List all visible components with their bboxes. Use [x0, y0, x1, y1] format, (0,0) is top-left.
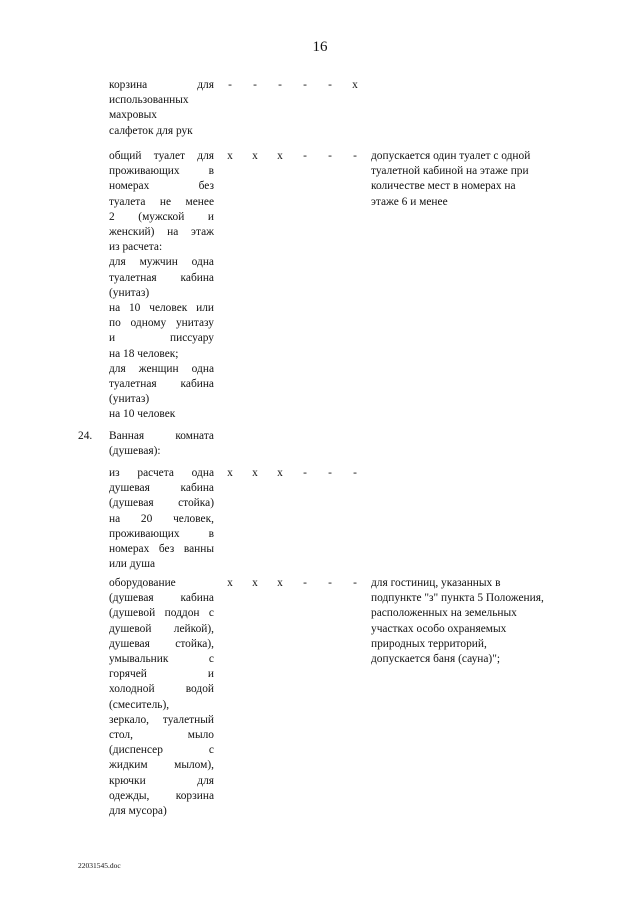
mark-cell: -	[253, 79, 257, 91]
row-description	[109, 576, 214, 819]
mark-cell: -	[328, 467, 332, 479]
description-line: горячей и	[109, 668, 214, 681]
description-line: из расчета:	[109, 241, 163, 254]
description-line: (унитаз)	[109, 286, 150, 299]
row-description	[109, 149, 214, 423]
description-line: корзина для	[109, 79, 214, 91]
row-note	[371, 149, 571, 210]
description-line: на 20 человек,	[109, 512, 214, 525]
mark-cell: х	[277, 577, 283, 589]
description-line: (диспенсер с	[109, 744, 214, 757]
mark-cell: х	[277, 467, 283, 479]
description-line: (душевая кабина	[109, 592, 214, 605]
mark-cell: -	[303, 577, 307, 589]
description-line: номерах без	[109, 180, 214, 193]
note-line: природных территорий,	[371, 637, 487, 650]
mark-cell: х	[252, 467, 258, 479]
description-line: (смеситель),	[109, 698, 170, 711]
description-line: салфеток для рук	[109, 124, 193, 137]
row-note	[371, 576, 571, 667]
mark-cell: -	[303, 150, 307, 162]
description-line: на 18 человек;	[109, 347, 179, 360]
description-line: стол, мыло	[109, 729, 214, 742]
description-line: (душевая):	[109, 445, 161, 458]
description-line: использованных	[109, 94, 189, 107]
description-line: проживающих в	[109, 527, 214, 540]
description-line: женский) на этаж	[109, 226, 214, 239]
description-line: номерах без ванны	[109, 543, 214, 556]
note-line: участках особо охраняемых	[371, 622, 507, 635]
description-line: общий туалет для	[109, 150, 214, 162]
mark-cell: -	[278, 79, 282, 91]
description-line: крючки для	[109, 774, 214, 787]
description-line: душевой лейкой),	[109, 622, 214, 635]
document-filename: 22031545.doc	[78, 861, 121, 870]
mark-cell: -	[303, 79, 307, 91]
description-line: по одному унитазу	[109, 317, 214, 330]
description-line: или душа	[109, 558, 156, 571]
mark-cell: -	[353, 577, 357, 589]
mark-cell: -	[353, 150, 357, 162]
mark-cell: -	[353, 467, 357, 479]
mark-cell: х	[227, 150, 233, 162]
note-line: допускается баня (сауна)";	[371, 653, 501, 666]
mark-cell: х	[227, 577, 233, 589]
mark-cell: -	[328, 79, 332, 91]
description-line: туалетная кабина	[109, 271, 214, 284]
row-description	[109, 78, 214, 139]
description-line: зеркало, туалетный	[109, 713, 214, 726]
mark-cell: -	[228, 79, 232, 91]
description-line: (унитаз)	[109, 393, 150, 406]
description-line: из расчета одна	[109, 467, 214, 479]
mark-cell: х	[352, 79, 358, 91]
description-line: проживающих в	[109, 165, 214, 178]
note-line: количестве мест в номерах на	[371, 180, 516, 193]
note-line: подпункте "з" пункта 5 Положения,	[371, 592, 544, 605]
description-line: душевая стойка),	[109, 637, 214, 650]
description-line: душевая кабина	[109, 482, 214, 495]
description-line: туалета не менее	[109, 195, 214, 208]
description-line: (душевой поддон с	[109, 607, 214, 620]
note-line: допускается один туалет с одной	[371, 150, 531, 162]
mark-cell: х	[252, 577, 258, 589]
note-line: этаже 6 и менее	[371, 195, 448, 208]
description-line: для мужчин одна	[109, 256, 214, 269]
mark-cell: -	[328, 577, 332, 589]
mark-cell: х	[252, 150, 258, 162]
row-number: 24.	[78, 430, 93, 442]
description-line: на 10 человек или	[109, 302, 214, 315]
mark-cell: -	[328, 150, 332, 162]
description-line: для женщин одна	[109, 362, 214, 375]
description-line: холодной водой	[109, 683, 214, 696]
page-number: 16	[312, 39, 328, 55]
description-line: Ванная комната	[109, 430, 214, 442]
row-description	[109, 466, 214, 572]
description-line: туалетная кабина	[109, 378, 214, 391]
note-line: расположенных на земельных	[371, 607, 517, 620]
description-line: умывальник с	[109, 653, 214, 666]
description-line: жидким мылом),	[109, 759, 214, 772]
mark-cell: -	[303, 467, 307, 479]
description-line: для мусора)	[109, 805, 167, 818]
note-line: туалетной кабиной на этаже при	[371, 165, 529, 178]
mark-cell: х	[227, 467, 233, 479]
description-line: оборудование	[109, 577, 176, 589]
description-line: махровых	[109, 109, 157, 122]
note-line: для гостиниц, указанных в	[371, 577, 501, 589]
description-line: и писсуару	[109, 332, 214, 345]
description-line: на 10 человек	[109, 408, 176, 421]
description-line: одежды, корзина	[109, 789, 214, 802]
description-line: 2 (мужской и	[109, 210, 214, 223]
row-description	[109, 429, 214, 459]
mark-cell: х	[277, 150, 283, 162]
description-line: (душевая стойка)	[109, 497, 214, 510]
